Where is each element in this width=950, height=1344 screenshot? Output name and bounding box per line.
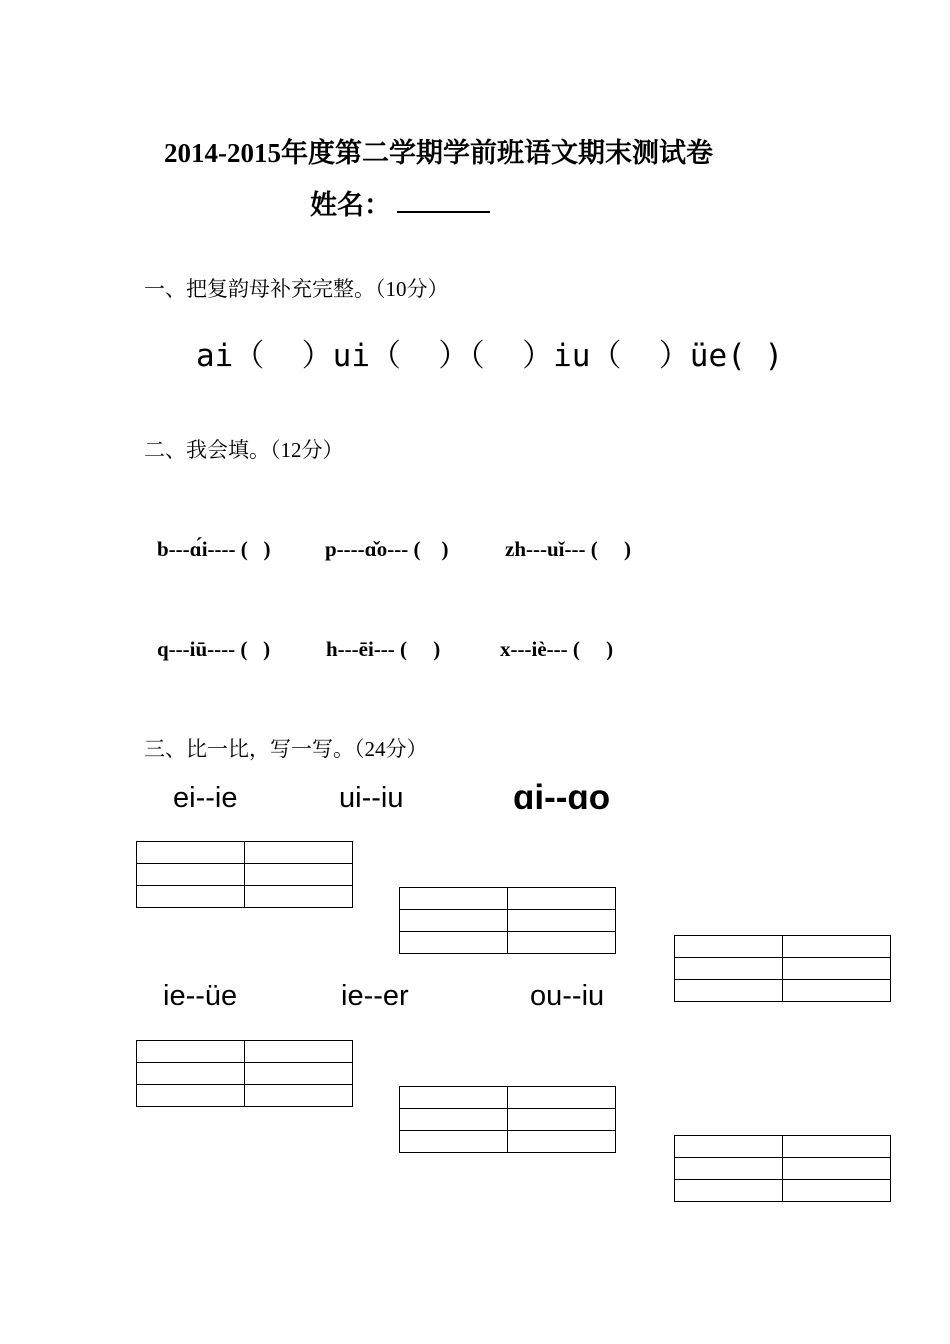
compare-pair-ui-iu: ui--iu bbox=[339, 782, 404, 814]
section1-finals-row: ai（ ）ui（ ）（ ）iu（ ）üe( ) bbox=[196, 338, 784, 374]
section3-heading: 三、比一比，写一写。（24分） bbox=[144, 737, 428, 761]
compare-pair-ie-er: ie--er bbox=[341, 980, 409, 1012]
writing-grid-2[interactable] bbox=[399, 887, 616, 954]
fill-item-p: p----ɑ̌o--- ( ) bbox=[325, 537, 449, 561]
section1-heading: 一、把复韵母补充完整。（10分） bbox=[144, 277, 449, 301]
fill-item-zh: zh---uǐ--- ( ) bbox=[505, 537, 631, 561]
section2-heading: 二、我会填。（12分） bbox=[144, 438, 344, 462]
page-title: 2014-2015年度第二学期学前班语文期末测试卷 bbox=[164, 138, 713, 168]
writing-grid-4[interactable] bbox=[136, 1040, 353, 1107]
writing-grid-6[interactable] bbox=[674, 1135, 891, 1202]
compare-pair-ai-ao: ɑi--ɑo bbox=[513, 778, 611, 817]
name-blank-line[interactable] bbox=[397, 211, 490, 213]
fill-item-x: x---iè--- ( ) bbox=[500, 637, 614, 661]
fill-item-b: b---ɑ́i---- ( ) bbox=[157, 537, 271, 561]
compare-pair-ei-ie: ei--ie bbox=[173, 782, 238, 814]
name-label: 姓名： bbox=[310, 190, 391, 220]
fill-item-h: h---ēi--- ( ) bbox=[326, 637, 441, 661]
compare-pair-ou-iu: ou--iu bbox=[530, 980, 605, 1012]
writing-grid-1[interactable] bbox=[136, 841, 353, 908]
compare-pair-ie-ue: ie--üe bbox=[163, 980, 238, 1012]
writing-grid-3[interactable] bbox=[674, 935, 891, 1002]
writing-grid-5[interactable] bbox=[399, 1086, 616, 1153]
fill-item-q: q---iū---- ( ) bbox=[157, 637, 271, 661]
